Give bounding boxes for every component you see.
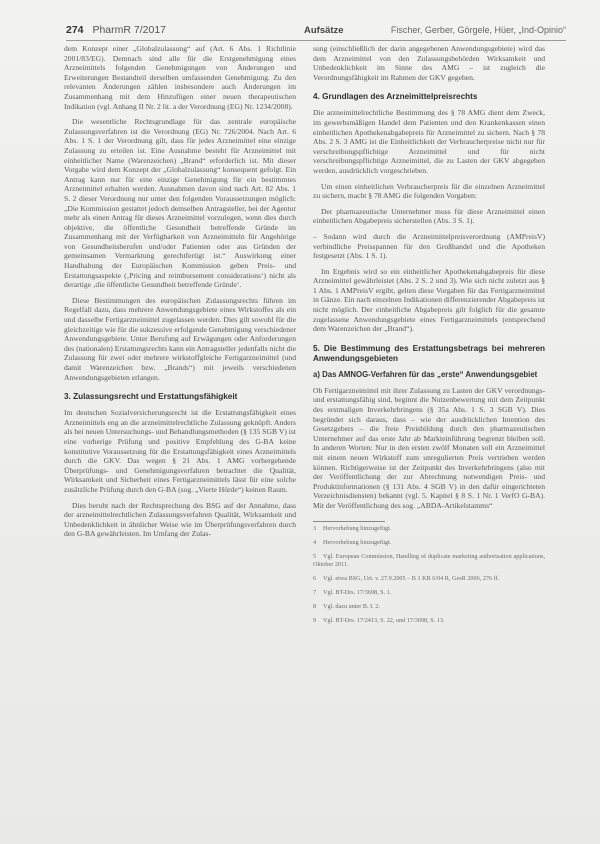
footnotes bbox=[313, 525, 545, 625]
paragraph: Im Ergebnis wird so ein einheitlicher Apothekenabgabepreis für diese Arzneimittel gewährleistet (Abs. 2 S. 2 und 3). Wie sich nicht zuletzt aus § 1 Abs. 1 AMPreisV ergibt, gelten diese Vorgaben für das Fertigarzneimittel in Gänze. Ein nach einzelnen Indikationen differenzierender Abgabepreis ist nicht möglich. Der einheitliche Abgabepreis gilt folglich für die gesamte zugelassene Anwendungsgebiete eines Fertigarzneimittels (entsprechend dem Warenzeichen der „Brand“). bbox=[313, 266, 546, 334]
header-left bbox=[66, 24, 166, 36]
footnote bbox=[313, 603, 545, 611]
footnote-text: Hervorhebung hinzugefügt. bbox=[323, 538, 392, 546]
footnote-text: Vgl. etwa BSG, Urt. v. 27.9.2005 – B 1 KR 6/04 R, GesR 2006, 276 ff. bbox=[323, 574, 500, 582]
page-number: 274 bbox=[66, 24, 84, 36]
paragraph: sung (einschließlich der darin angegebenen Anwendungsgebiete) wird das dem Arzneimittel von den Zulassungsbehörden Wirksamkeit und Unbedenklichkeit im Sinne des AMG – ist zugleich die Verordnungsfähigkeit im Rahmen der GKV gegeben. bbox=[313, 44, 545, 82]
footnote-rule bbox=[313, 521, 385, 522]
paragraph: Dies beruht nach der Rechtsprechung des BSG auf der Annahme, dass der arzneimittelrechtlichen Zulassungsverfahren Qualität, Wirksamkeit und Unbedenklichkeit in ähnlicher Weise wie im Überprüfungsverfahren durch den G-BA gewährleisten. Im Umfang der Zulas- bbox=[64, 500, 296, 539]
footnote-text: Hervorhebung hinzugefügt. bbox=[323, 524, 392, 532]
paragraph: Um einen einheitlichen Verbraucherpreis für die einzelnen Arzneimittel zu sichern, macht § 78 AMG die folgenden Vorgaben: bbox=[313, 181, 545, 201]
footnote-text: Vgl. European Commission, Handling of duplicate marketing authorisation applications, Oktober 2011. bbox=[313, 552, 545, 568]
footnote-number: 4 bbox=[313, 538, 317, 546]
section-heading: 5. Die Bestimmung des Erstattungsbetrags bei mehreren Anwendungsgebieten bbox=[313, 343, 545, 363]
footnote-number: 8 bbox=[313, 602, 317, 610]
footnote-text: Vgl. dazu unter B. I. 2. bbox=[323, 602, 380, 610]
paragraph: Der pharmazeutische Unternehmer muss für diese Arzneimittel einen einheitlichen Abgabepreis sicherstellen (Abs. 3 S. 1). bbox=[313, 206, 545, 226]
header-rule bbox=[66, 40, 566, 41]
paragraph: Die arzneimittelrechtliche Bestimmung des § 78 AMG dient dem Zweck, im gewerbsmäßigen Handel dem Patienten und den Krankenkassen einen einheitlichen Apothekenabgabepreis für Arzneimittel zu sichern. Nach § 78 Abs. 2 S. 3 AMG ist die Einheitlichkeit der Verbraucherpreise nicht nur für verschreibungspflichtige Arzneimittel und für nicht verschreibungspflichtige Arzneimittel, die zu Lasten der GKV abgegeben werden, ausdrücklich vorgeschrieben. bbox=[313, 108, 545, 175]
footnote-number: 9 bbox=[313, 616, 317, 624]
footnote-number: 3 bbox=[313, 524, 317, 532]
paragraph: dem Konzept einer „Globalzulassung“ auf (Art. 6 Abs. 1 Richtlinie 2001/83/EG). Demnach sind alle für die Erstgenehmigung eines Arzneimittels folgenden Genehmigungen von Änderungen und Erweiterungen Bestandteil derselben umfassenden Genehmigung. Zu den relevanten Änderungen zählen insbesondere auch Änderungen im Zusammenhang mit dem Hinzufügen einer neuen therapeutischen Indikation (vgl. Anhang II Nr. 2 lit. a der Verordnung (EG) Nr. 1234/2008). bbox=[64, 44, 296, 111]
section-name: Aufsätze bbox=[304, 25, 344, 36]
footnote bbox=[313, 553, 545, 569]
paragraph: Im deutschen Sozialversicherungsrecht ist die Erstattungsfähigkeit eines Arzneimittels eng an die arzneimittelrechtliche Zulassung geknüpft. Anders als bei neuen Untersuchungs- und Behandlungsmethoden (§ 135 SGB V) ist eine vorherige Prüfung und positive Empfehlung des G-BA keine konstitutive Voraussetzung für die Erstattungsfähigkeit eines Arzneimittels durch die GKV. Das wegen § 21 Abs. 1 AMG vorhergehende Überprüfungs- und Genehmigungsverfahren betrachtet die Qualität, Wirksamkeit und Sicherheit eines Fertigarzneimittels lässt für eine solche zusätzliche Prüfung durch den G-BA (sog. „Vierte Hürde“) keinen Raum. bbox=[64, 408, 296, 494]
paragraph: Diese Bestimmungen des europäischen Zulassungsrechts führen im Regelfall dazu, dass mehrere Anwendungsgebiete eines Wirkstoffes als ein und dasselbe Fertigarzneimittel zugelassen werden. Dies gilt sowohl für die gleichzeitige wie für die sukzessive erfolgende Genehmigung verschiedener Anwendungsgebiete. Unter Berufung auf Erwägungen oder Anforderungen des (nationalen) Erstattungsrechts kann ein Antragsteller jedenfalls nicht die Zulassung für zwei oder mehrere wirkstoffgleiche Fertigarzneimittel (und damit Warenzeichen bzw. „Brands“) mit jeweils verschiedenen Anwendungsgebieten erlangen. bbox=[64, 295, 296, 382]
running-header bbox=[66, 24, 566, 40]
footnote bbox=[313, 525, 545, 533]
paragraph: Die wesentliche Rechtsgrundlage für das zentrale europäische Zulassungsverfahren ist die Verordnung (EG) Nr. 726/2004. Nach Art. 6 Abs. 1 S. 1 der Verordnung gilt, dass für jedes Arzneimittel eine einzige Zulassung zu erteilen ist. Eine Ausnahme besteht für Arzneimittel mit einheitlicher Name (Warenzeichen) „Brand“ erforderlich ist. Mit dieser Vorgabe wird dem Konzept der „Globalzulassung“ konsequent gefolgt. Ein Antrag kann nur für eine einzige Genehmigung für ein bestimmtes Arzneimittel erhalten werden. Ausnahmen davon sind nach Art. 82 Abs. 1 S. 2 dieser Verordnung nur unter den folgenden Voraussetzungen möglich: „Die Kommission gestattet jedoch demselben Antragsteller, bei der Agentur mehr als einen Antrag für dieses Arzneimittel vorzulegen, wenn dies durch objektive, die öffentliche Gesundheit betreffende Gründe im Zusammenhang mit der Verfügbarkeit von Arzneimitteln für Angehörige von Gesundheitsberufen und/oder Patienten oder aus Gründen der gemeinsamen Vermarktung gerechtfertigt ist.“ Auswirkung einer Handhabung der Europäischen Kommission geben Preis- und Erstattungsaspekte (‚Pricing and reimbursement considerations‘) nicht als derartige ‚die öffentliche Gesundheit betreffende Gründe‘. bbox=[64, 117, 296, 290]
footnote-number: 7 bbox=[313, 588, 317, 596]
footnote-text: Vgl. BT-Drs. 17/2413, S. 22, und 17/3698, S. 13. bbox=[323, 616, 445, 624]
left-column bbox=[64, 44, 296, 545]
footnote bbox=[313, 617, 545, 625]
footnote-number: 6 bbox=[313, 574, 317, 582]
subsection-heading: a) Das AMNOG-Verfahren für das „erste“ Anwendungsgebiet bbox=[313, 369, 538, 379]
section-heading: 3. Zulassungsrecht und Erstattungsfähigkeit bbox=[64, 392, 238, 402]
footnote-text: Vgl. BT-Drs. 17/3698, S. 1. bbox=[323, 588, 392, 596]
right-column bbox=[313, 44, 545, 631]
footnote bbox=[313, 589, 545, 597]
paragraph: Ob Fertigarzneimittel mit ihrer Zulassung zu Lasten der GKV verordnungs- und erstattungsfähig sind, beginnt die Nutzenbewertung mit dem Zeitpunkt des erstmaligen Inverkehrbringens (§ 35a Abs. 1 S. 3 SGB V). Dies begründet sich daraus, dass – wie der ausdrücklichen Intention des Gesetzgebers – die freie Preisbildung durch den pharmazeutischen Unternehmer auf das erste Jahr ab Markteinführung begrenzt bleiben soll. In anderen Worten: Nur in den ersten zwölf Monaten soll ein Arzneimittel mit einem neuen Wirkstoff zum unregulierten Preis vertrieben werden können. Richtigerweise ist der Zeitpunkt des Inverkehrbringens (also mit der Veröffentlichung der zur Abrechnung notwendigen Preis- und Produktinformationen (§ 131 Abs. 4 SGB V) in den dafür eingerichteten Verzeichnisdiensten) bekannt (vgl. 5. Kapitel § 8 S. 1 Nr. 1 VerfO G-BA). Mit der Veröffentlichung des sog. „ABDA-Artikelstamms“ bbox=[313, 385, 545, 510]
journal-issue: PharmR 7/2017 bbox=[92, 24, 166, 36]
list-item: – Sodann wird durch die Arzneimittelpreisverordnung (AMPreisV) verbindliche Preisspannen für den Großhandel und die Apotheken festgesetzt (Abs. 1 S. 1). bbox=[313, 231, 545, 261]
footnote bbox=[313, 575, 545, 583]
footnote bbox=[313, 539, 545, 547]
footnote-number: 5 bbox=[313, 552, 317, 560]
header-authors: Fischer, Gerber, Görgele, Hüer, „Ind-Opinio“ bbox=[390, 25, 566, 35]
section-heading: 4. Grundlagen des Arzneimittelpreisrechts bbox=[313, 92, 478, 102]
